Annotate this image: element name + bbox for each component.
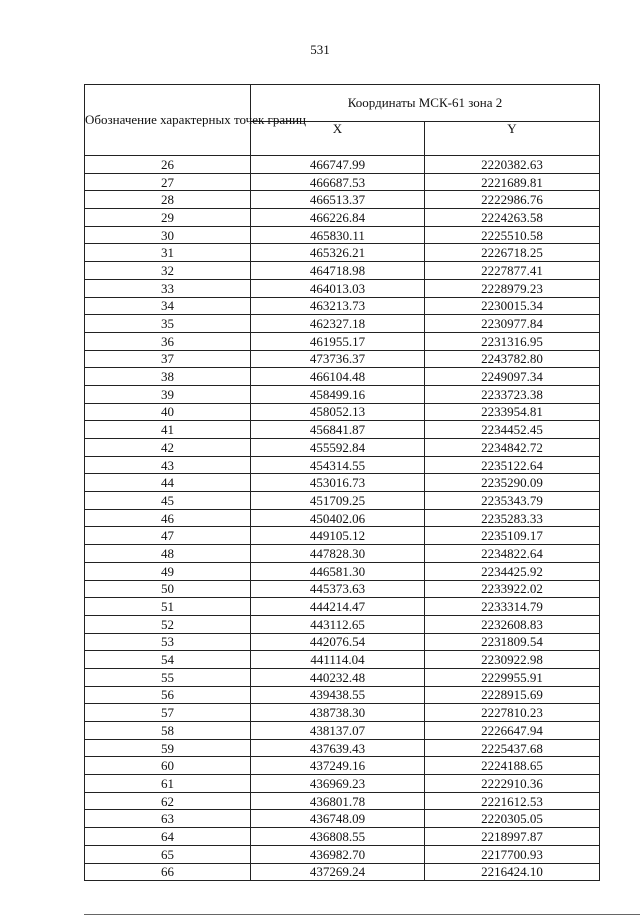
- table-row: [85, 545, 600, 563]
- point-number-cell: 46: [85, 509, 251, 527]
- table-row: [85, 421, 600, 439]
- x-coordinate-cell: 446581.30: [251, 562, 425, 580]
- y-coordinate-cell: 2233723.38: [425, 385, 600, 403]
- point-number-cell: 35: [85, 315, 251, 333]
- table-row: [85, 580, 600, 598]
- coordinates-header: Координаты МСК-61 зона 2: [251, 85, 600, 122]
- x-coordinate-cell: 465326.21: [251, 244, 425, 262]
- y-coordinate-cell: 2220305.05: [425, 810, 600, 828]
- table-row: [85, 368, 600, 386]
- x-coordinate-cell: 436969.23: [251, 775, 425, 793]
- x-coordinate-cell: 454314.55: [251, 456, 425, 474]
- point-number-cell: 39: [85, 385, 251, 403]
- x-coordinate-cell: 466747.99: [251, 156, 425, 174]
- x-coordinate-cell: 466104.48: [251, 368, 425, 386]
- x-coordinate-cell: 455592.84: [251, 439, 425, 457]
- y-coordinate-cell: 2218997.87: [425, 828, 600, 846]
- table-row: [85, 686, 600, 704]
- point-number-cell: 61: [85, 775, 251, 793]
- y-coordinate-cell: 2217700.93: [425, 845, 600, 863]
- table-row: [85, 439, 600, 457]
- x-coordinate-cell: 461955.17: [251, 332, 425, 350]
- y-coordinate-cell: 2233314.79: [425, 598, 600, 616]
- table-row: [85, 456, 600, 474]
- x-coordinate-cell: 466687.53: [251, 173, 425, 191]
- x-coordinate-cell: 439438.55: [251, 686, 425, 704]
- table-row: [85, 810, 600, 828]
- y-coordinate-cell: 2230015.34: [425, 297, 600, 315]
- y-coordinate-cell: 2233922.02: [425, 580, 600, 598]
- y-coordinate-cell: 2230922.98: [425, 651, 600, 669]
- y-coordinate-cell: 2224188.65: [425, 757, 600, 775]
- table-row: [85, 668, 600, 686]
- table-row: [85, 156, 600, 174]
- table-header: [85, 85, 600, 156]
- y-coordinate-cell: 2227877.41: [425, 262, 600, 280]
- x-coordinate-cell: 438137.07: [251, 722, 425, 740]
- table-row: [85, 704, 600, 722]
- x-coordinate-cell: 466226.84: [251, 209, 425, 227]
- y-coordinate-cell: 2226647.94: [425, 722, 600, 740]
- y-coordinate-cell: 2243782.80: [425, 350, 600, 368]
- table-row: [85, 527, 600, 545]
- y-coordinate-cell: 2232608.83: [425, 615, 600, 633]
- point-number-cell: 34: [85, 297, 251, 315]
- bottom-rule: [84, 914, 640, 915]
- point-number-cell: 56: [85, 686, 251, 704]
- table-row: [85, 775, 600, 793]
- point-number-cell: 65: [85, 845, 251, 863]
- y-coordinate-cell: 2225437.68: [425, 739, 600, 757]
- x-coordinate-cell: 465830.11: [251, 226, 425, 244]
- point-number-cell: 27: [85, 173, 251, 191]
- table-row: [85, 244, 600, 262]
- table-row: [85, 598, 600, 616]
- point-number-cell: 49: [85, 562, 251, 580]
- table-row: [85, 226, 600, 244]
- y-coordinate-cell: 2227810.23: [425, 704, 600, 722]
- x-coordinate-cell: 466513.37: [251, 191, 425, 209]
- point-number-cell: 52: [85, 615, 251, 633]
- x-coordinate-cell: 440232.48: [251, 668, 425, 686]
- x-coordinate-cell: 449105.12: [251, 527, 425, 545]
- point-number-cell: 54: [85, 651, 251, 669]
- y-coordinate-cell: 2234822.64: [425, 545, 600, 563]
- x-coordinate-cell: 437249.16: [251, 757, 425, 775]
- point-number-cell: 64: [85, 828, 251, 846]
- point-number-cell: 36: [85, 332, 251, 350]
- table-row: [85, 863, 600, 881]
- x-coordinate-cell: 445373.63: [251, 580, 425, 598]
- table-row: [85, 651, 600, 669]
- point-number-cell: 59: [85, 739, 251, 757]
- y-coordinate-cell: 2231809.54: [425, 633, 600, 651]
- y-coordinate-cell: 2235343.79: [425, 492, 600, 510]
- point-number-cell: 32: [85, 262, 251, 280]
- x-coordinate-cell: 458499.16: [251, 385, 425, 403]
- x-coordinate-cell: 438738.30: [251, 704, 425, 722]
- table-row: [85, 385, 600, 403]
- table-row: [85, 209, 600, 227]
- table-row: [85, 792, 600, 810]
- point-number-cell: 51: [85, 598, 251, 616]
- table-row: [85, 509, 600, 527]
- y-coordinate-cell: 2235290.09: [425, 474, 600, 492]
- coordinates-table: [84, 84, 600, 881]
- x-coordinate-cell: 463213.73: [251, 297, 425, 315]
- y-coordinate-cell: 2225510.58: [425, 226, 600, 244]
- x-coordinate-cell: 462327.18: [251, 315, 425, 333]
- y-coordinate-cell: 2228979.23: [425, 279, 600, 297]
- x-coordinate-cell: 458052.13: [251, 403, 425, 421]
- y-coordinate-cell: 2233954.81: [425, 403, 600, 421]
- page-number: 531: [310, 42, 330, 57]
- table-body: [85, 156, 600, 881]
- table-row: [85, 492, 600, 510]
- x-coordinate-cell: 437639.43: [251, 739, 425, 757]
- x-coordinate-cell: 436748.09: [251, 810, 425, 828]
- y-coordinate-cell: 2249097.34: [425, 368, 600, 386]
- y-coordinate-cell: 2234842.72: [425, 439, 600, 457]
- point-number-cell: 44: [85, 474, 251, 492]
- y-coordinate-cell: 2231316.95: [425, 332, 600, 350]
- table-row: [85, 739, 600, 757]
- point-number-cell: 53: [85, 633, 251, 651]
- point-number-cell: 40: [85, 403, 251, 421]
- y-coordinate-cell: 2222910.36: [425, 775, 600, 793]
- point-number-cell: 30: [85, 226, 251, 244]
- table-row: [85, 828, 600, 846]
- y-coordinate-cell: 2228915.69: [425, 686, 600, 704]
- table-row: [85, 403, 600, 421]
- point-number-cell: 29: [85, 209, 251, 227]
- point-number-cell: 28: [85, 191, 251, 209]
- y-coordinate-cell: 2230977.84: [425, 315, 600, 333]
- point-number-cell: 60: [85, 757, 251, 775]
- table-row: [85, 191, 600, 209]
- point-number-cell: 47: [85, 527, 251, 545]
- x-coordinate-cell: 443112.65: [251, 615, 425, 633]
- table-row: [85, 757, 600, 775]
- x-coordinate-cell: 436982.70: [251, 845, 425, 863]
- table-row: [85, 845, 600, 863]
- table-row: [85, 262, 600, 280]
- x-coordinate-cell: 473736.37: [251, 350, 425, 368]
- y-coordinate-cell: 2229955.91: [425, 668, 600, 686]
- y-column-header: Y: [425, 121, 600, 156]
- x-coordinate-cell: 437269.24: [251, 863, 425, 881]
- point-number-cell: 42: [85, 439, 251, 457]
- point-number-cell: 50: [85, 580, 251, 598]
- table-row: [85, 722, 600, 740]
- y-coordinate-cell: 2216424.10: [425, 863, 600, 881]
- x-coordinate-cell: 453016.73: [251, 474, 425, 492]
- table-row: [85, 332, 600, 350]
- y-coordinate-cell: 2220382.63: [425, 156, 600, 174]
- y-coordinate-cell: 2224263.58: [425, 209, 600, 227]
- point-number-cell: 48: [85, 545, 251, 563]
- y-coordinate-cell: 2235109.17: [425, 527, 600, 545]
- point-number-cell: 31: [85, 244, 251, 262]
- x-coordinate-cell: 447828.30: [251, 545, 425, 563]
- y-coordinate-cell: 2235283.33: [425, 509, 600, 527]
- point-number-cell: 26: [85, 156, 251, 174]
- y-coordinate-cell: 2235122.64: [425, 456, 600, 474]
- table-row: [85, 562, 600, 580]
- point-number-cell: 33: [85, 279, 251, 297]
- y-coordinate-cell: 2221612.53: [425, 792, 600, 810]
- point-number-cell: 43: [85, 456, 251, 474]
- y-coordinate-cell: 2222986.76: [425, 191, 600, 209]
- x-coordinate-cell: 464718.98: [251, 262, 425, 280]
- x-coordinate-cell: 442076.54: [251, 633, 425, 651]
- x-coordinate-cell: 456841.87: [251, 421, 425, 439]
- point-number-cell: 57: [85, 704, 251, 722]
- x-coordinate-cell: 450402.06: [251, 509, 425, 527]
- table-row: [85, 173, 600, 191]
- point-number-cell: 62: [85, 792, 251, 810]
- y-coordinate-cell: 2234452.45: [425, 421, 600, 439]
- x-coordinate-cell: 451709.25: [251, 492, 425, 510]
- x-coordinate-cell: 444214.47: [251, 598, 425, 616]
- point-number-cell: 63: [85, 810, 251, 828]
- x-coordinate-cell: 436808.55: [251, 828, 425, 846]
- point-designation-header: Обозначение характерных точек границ: [85, 85, 251, 156]
- point-number-cell: 66: [85, 863, 251, 881]
- table-row: [85, 279, 600, 297]
- y-coordinate-cell: 2226718.25: [425, 244, 600, 262]
- y-coordinate-cell: 2221689.81: [425, 173, 600, 191]
- point-number-cell: 38: [85, 368, 251, 386]
- point-number-cell: 45: [85, 492, 251, 510]
- table-row: [85, 297, 600, 315]
- table-row: [85, 633, 600, 651]
- table-row: [85, 474, 600, 492]
- point-number-cell: 58: [85, 722, 251, 740]
- table-row: [85, 615, 600, 633]
- table-row: [85, 350, 600, 368]
- table-row: [85, 315, 600, 333]
- x-coordinate-cell: 464013.03: [251, 279, 425, 297]
- point-number-cell: 55: [85, 668, 251, 686]
- point-number-cell: 37: [85, 350, 251, 368]
- x-coordinate-cell: 436801.78: [251, 792, 425, 810]
- x-column-header: X: [251, 121, 425, 156]
- y-coordinate-cell: 2234425.92: [425, 562, 600, 580]
- point-number-cell: 41: [85, 421, 251, 439]
- x-coordinate-cell: 441114.04: [251, 651, 425, 669]
